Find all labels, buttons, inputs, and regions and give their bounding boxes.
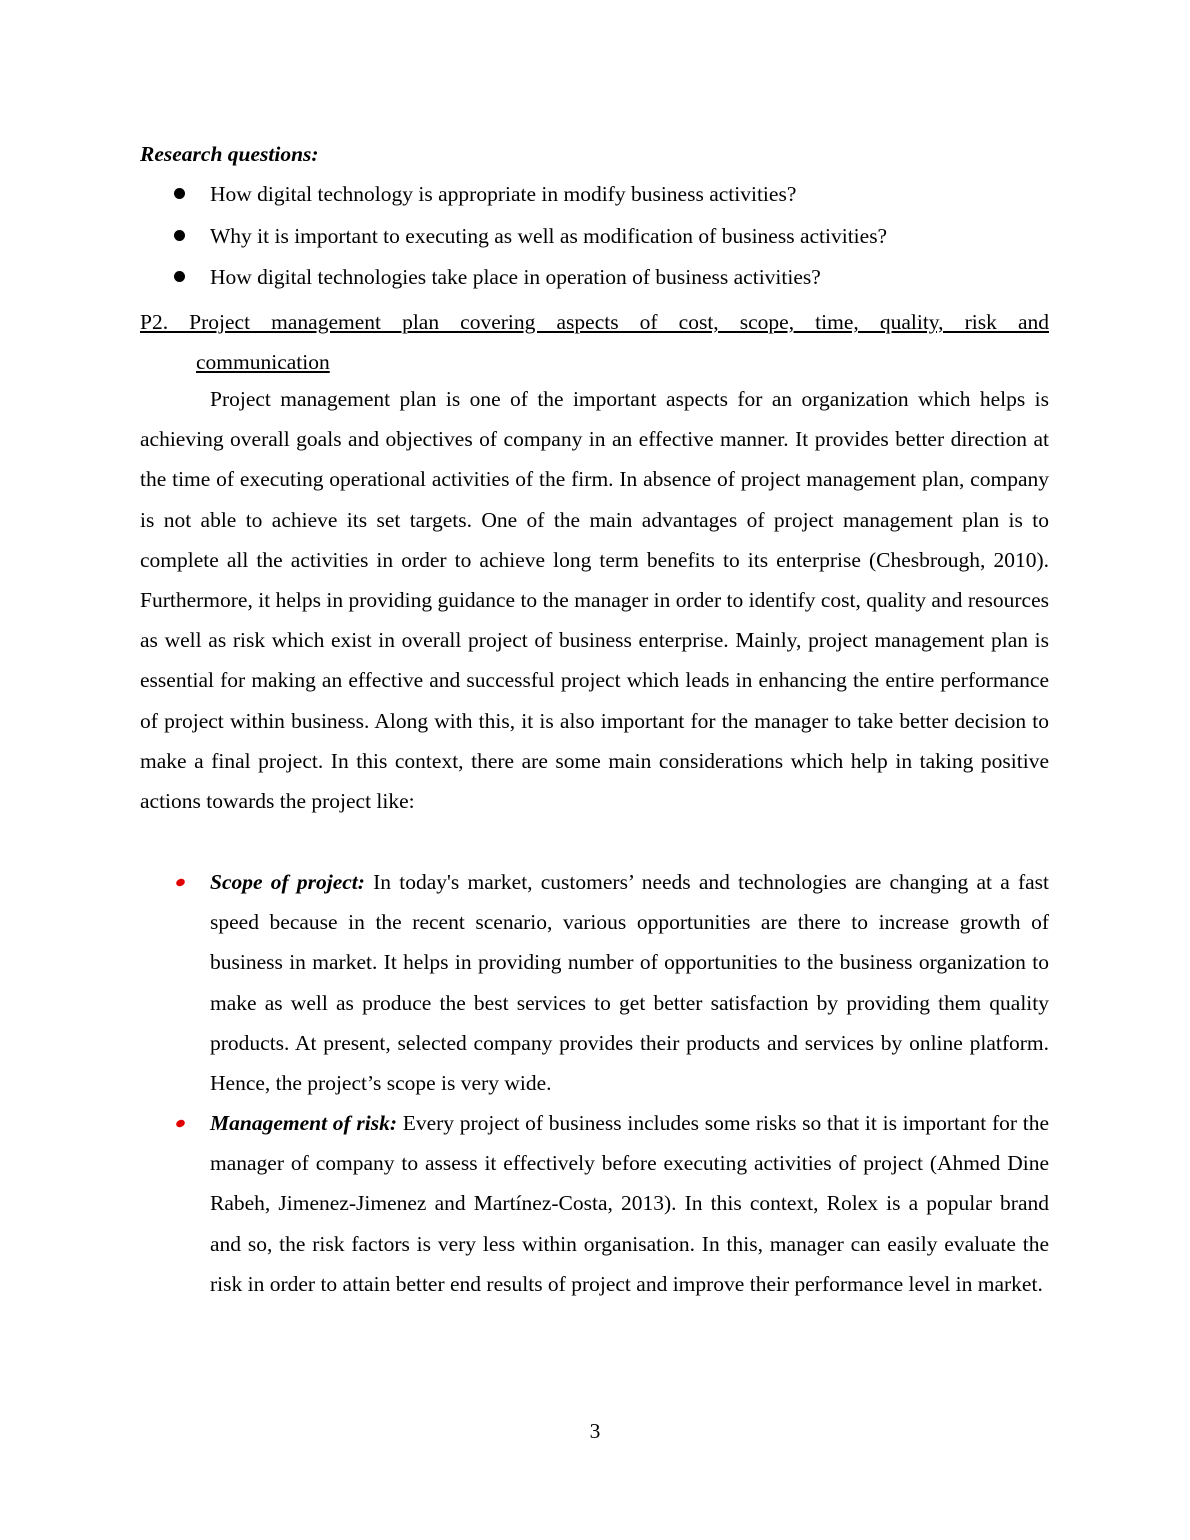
research-questions-heading: Research questions:	[140, 142, 319, 166]
bullet-icon	[174, 188, 185, 199]
point-label: Scope of project:	[210, 870, 365, 894]
question-text: Why it is important to executing as well as modification of business activities?	[210, 223, 888, 248]
management-of-risk-point	[210, 1103, 1049, 1304]
bullet-icon	[174, 271, 185, 282]
list-item	[140, 221, 1050, 263]
page-number: 3	[589, 1419, 601, 1443]
bullet-icon	[174, 230, 185, 241]
scope-of-project-point	[210, 862, 1049, 1103]
section-title: P2. Project management plan covering aspects of cost, scope, time, quality, risk and	[140, 310, 1049, 334]
point-text: Every project of business includes some risks so that it is important for the manager of company to assess it effectively before executing activities of project (Ahmed Dine Rabeh, Jimenez-Jimenez and Martínez-Costa, 2013). In this context, Rolex is a popular brand and so, the risk factors is very less within organisation. In this, manager can easily evaluate the risk in order to attain better end results of project and improve their performance level in market.	[210, 1111, 1049, 1296]
point-text: In today's market, customers’ needs and technologies are changing at a fast speed because in the recent scenario, various opportunities are there to increase growth of business in market. It helps in providing number of opportunities to the business organization to make as well as produce the best services to get better satisfaction by providing them quality products. At present, selected company provides their products and services by online platform. Hence, the project’s scope is very wide.	[210, 870, 1049, 1096]
list-item	[140, 179, 1050, 221]
red-bullet-icon	[175, 877, 186, 887]
list-item	[140, 262, 1050, 304]
research-questions-list	[140, 179, 1050, 304]
section-title-continued: communication	[196, 350, 330, 374]
question-text: How digital technology is appropriate in modify business activities?	[210, 182, 797, 206]
question-text: How digital technologies take place in operation of business activities?	[210, 265, 821, 289]
point-label: Management of risk:	[210, 1111, 398, 1135]
intro-paragraph: Project management plan is one of the important aspects for an organization which helps is achieving overall goals and objectives of company in an effective manner. It provides better direction at the time of executing operational activities of the firm. In absence of project management plan, company is not able to achieve its set targets. One of the main advantages of project management plan is to complete all the activities in order to achieve long term benefits to its enterprise (Chesbrough, 2010). Furthermore, it helps in providing guidance to the manager in order to identify cost, quality and resources as well as risk which exist in overall project of business enterprise. Mainly, project management plan is essential for making an effective and successful project which leads in enhancing the entire performance of project within business. Along with this, it is also important for the manager to take better decision to make a final project. In this context, there are some main considerations which help in taking positive actions towards the project like:	[140, 387, 1049, 814]
red-bullet-icon	[175, 1118, 186, 1128]
